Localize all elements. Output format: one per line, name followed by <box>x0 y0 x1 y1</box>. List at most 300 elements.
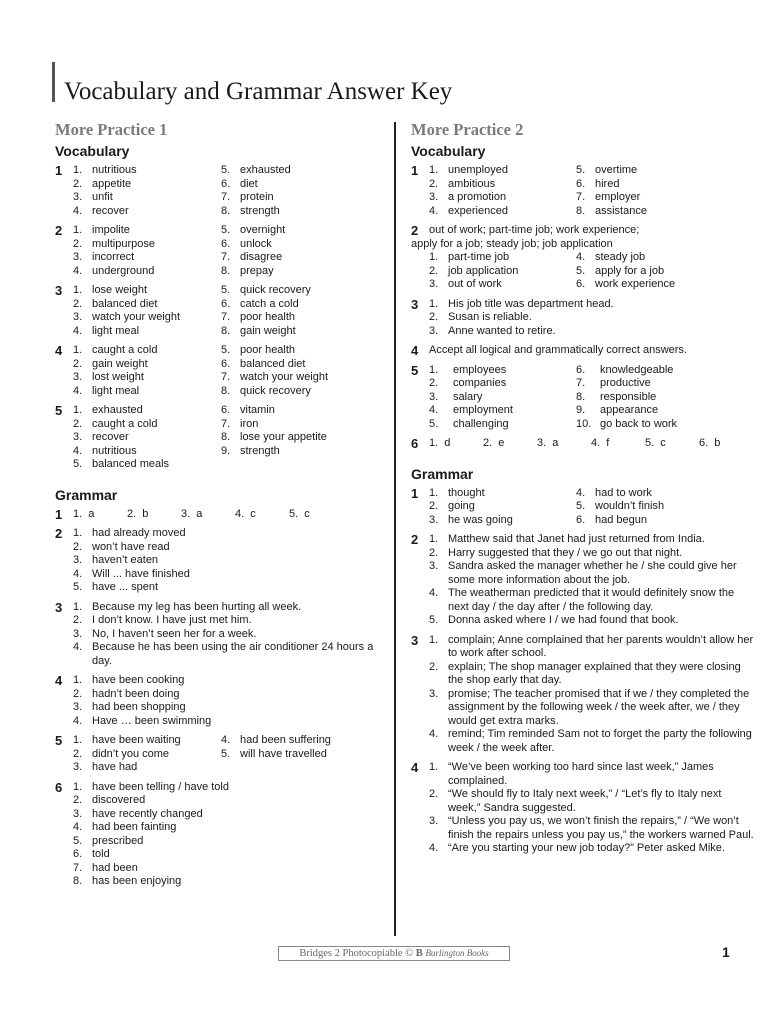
exercise-1 <box>411 487 756 528</box>
inline-answer: 5. c <box>289 507 310 520</box>
answer-item <box>429 728 756 755</box>
item-number: 8. <box>73 875 83 887</box>
item-answer: hired <box>595 177 620 190</box>
answer-item <box>73 404 221 418</box>
item-answer: told <box>92 848 110 860</box>
answer-item <box>221 298 385 312</box>
exercise-body <box>73 344 385 398</box>
item-number: 5. <box>429 614 439 626</box>
exercise-number: 1 <box>55 506 63 522</box>
exercise-intro: apply for a job; steady job; job application <box>411 237 613 250</box>
item-answer: prescribed <box>92 834 144 847</box>
item-number: 3. <box>73 554 83 566</box>
item-answer: knowledgeable <box>600 363 674 376</box>
item-number: 3. <box>429 513 439 526</box>
item-answer: light meal <box>92 384 140 397</box>
item-number: 6. <box>221 297 231 310</box>
item-answer: Donna asked where I / we had found that book. <box>448 614 679 626</box>
item-number: 6. <box>221 177 231 190</box>
answer-list <box>73 781 385 889</box>
item-answer: No, I haven’t seen her for a week. <box>92 627 257 640</box>
item-answer: has been enjoying <box>92 875 182 887</box>
item-answer: “We should fly to Italy next week,” / “Let’s fly to Italy next week,” Sandra suggested. <box>448 788 722 814</box>
exercise-number: 4 <box>55 343 63 358</box>
exercise-intro: out of work; part-time job; work experience; <box>429 224 640 236</box>
answer-item <box>576 178 756 192</box>
item-number: 8. <box>221 324 231 337</box>
item-answer: exhausted <box>92 404 143 416</box>
exercise-body <box>429 364 756 432</box>
item-number: 8. <box>221 384 231 397</box>
answer-item <box>576 265 756 279</box>
answer-item <box>221 445 385 459</box>
item-number: 4. <box>73 641 83 653</box>
item-number: 3. <box>73 761 83 773</box>
item-number: 7. <box>221 191 231 203</box>
answer-item <box>576 364 756 378</box>
item-answer: had been <box>92 861 138 874</box>
answer-item <box>73 808 385 822</box>
right-column <box>411 120 756 862</box>
exercise-number: 6 <box>55 779 63 795</box>
item-answer: explain; The shop manager explained that they were closing the shop early that day. <box>448 660 741 686</box>
answer-item <box>576 500 756 514</box>
item-number: 7. <box>576 191 586 203</box>
item-answer: assistance <box>595 204 647 217</box>
item-number: 6. <box>576 363 586 376</box>
item-answer: caught a cold <box>92 417 158 430</box>
item-number: 3. <box>429 191 439 203</box>
item-number: 5. <box>221 224 231 236</box>
item-number: 7. <box>221 311 231 323</box>
answer-list <box>73 224 385 278</box>
item-number: 5. <box>73 581 83 593</box>
item-number: 3. <box>429 687 439 700</box>
exercise-number: 2 <box>55 526 63 541</box>
exercise-number: 3 <box>55 283 63 298</box>
answer-item <box>73 862 385 876</box>
exercise-6 <box>55 781 385 889</box>
answer-item <box>73 715 385 729</box>
item-answer: prepay <box>240 264 274 277</box>
answer-item <box>73 251 221 265</box>
item-answer: exhausted <box>240 164 291 176</box>
item-answer: part-time job <box>448 251 510 263</box>
item-number: 4. <box>429 842 439 854</box>
item-answer: multipurpose <box>92 237 155 250</box>
item-answer: out of work <box>448 278 502 290</box>
item-answer: responsible <box>600 390 657 403</box>
item-answer: unfit <box>92 191 113 203</box>
item-number: 4. <box>73 444 83 457</box>
item-answer: strength <box>240 444 280 457</box>
item-number: 3. <box>429 324 439 337</box>
answer-item <box>576 418 756 432</box>
item-answer: watch your weight <box>240 371 329 383</box>
exercise-number: 4 <box>411 760 419 775</box>
answer-list <box>429 533 756 628</box>
answer-item <box>576 164 756 178</box>
item-number <box>221 761 240 775</box>
exercise-number: 3 <box>411 632 419 648</box>
item-number: 6. <box>576 177 586 190</box>
answer-item <box>576 404 756 418</box>
item-number: 7. <box>221 251 231 263</box>
item-answer: appetite <box>92 177 132 190</box>
item-number: 3. <box>429 390 439 403</box>
exercise-number: 3 <box>411 296 419 312</box>
item-answer: salary <box>453 390 483 403</box>
vocabulary-heading: Vocabulary <box>411 143 486 159</box>
item-number: 1. <box>73 284 83 296</box>
exercise-3 <box>411 634 756 756</box>
item-answer: unlock <box>240 237 272 250</box>
grammar-heading: Grammar <box>55 486 118 503</box>
exercise-number: 1 <box>411 163 419 178</box>
answer-item <box>221 178 385 192</box>
item-number: 2. <box>73 177 83 190</box>
item-number: 7. <box>221 371 231 383</box>
item-number: 2. <box>429 660 439 673</box>
item-number: 4. <box>73 324 83 337</box>
answer-item <box>429 514 576 528</box>
item-answer: vitamin <box>240 404 275 416</box>
item-answer <box>240 458 385 472</box>
answer-row <box>429 437 756 451</box>
answer-item <box>73 164 221 178</box>
item-answer: Susan is reliable. <box>448 311 532 323</box>
item-number: 9. <box>221 444 231 457</box>
item-answer: Harry suggested that they / we go out that night. <box>448 546 683 559</box>
answer-item <box>221 344 385 358</box>
page-number: 1 <box>722 944 730 960</box>
exercise-body <box>73 404 385 472</box>
item-number: 6. <box>576 278 586 290</box>
answer-item <box>429 191 576 205</box>
answer-item <box>429 164 576 178</box>
answer-list <box>429 634 756 756</box>
item-answer: have recently changed <box>92 807 203 820</box>
footer-copyright <box>278 946 510 961</box>
item-answer: remind; Tim reminded Sam not to forget the party the following week / the week after. <box>448 728 752 754</box>
item-number: 5. <box>576 500 586 512</box>
answer-item <box>221 734 385 748</box>
answer-item <box>429 587 756 614</box>
item-answer: have ... spent <box>92 581 159 593</box>
inline-answer: 6. b <box>699 437 721 449</box>
item-answer: promise; The teacher promised that if we / they completed the assignment by the following week / the week after, we / they would get extra marks. <box>448 687 750 727</box>
item-answer: Will ... have finished <box>92 567 190 580</box>
item-number: 5. <box>221 344 231 356</box>
item-number: 4. <box>429 587 439 599</box>
exercise-body <box>73 781 385 889</box>
answer-item <box>429 815 756 842</box>
answer-item <box>429 560 756 587</box>
exercise-3 <box>411 298 756 339</box>
item-number: 4. <box>73 567 83 580</box>
answer-item <box>73 224 221 238</box>
answer-item <box>73 734 221 748</box>
item-answer: will have travelled <box>240 747 327 760</box>
answer-item <box>221 251 385 265</box>
item-number: 6. <box>221 404 231 416</box>
item-number: 5. <box>73 834 83 847</box>
item-number: 4. <box>429 204 439 217</box>
answer-list <box>73 527 385 595</box>
exercise-2 <box>55 224 385 278</box>
answer-item <box>429 761 756 788</box>
item-number: 3. <box>73 371 83 383</box>
item-number: 1. <box>73 600 83 613</box>
item-answer: The weatherman predicted that it would definitely snow the next day / the day after / the following day. <box>448 587 735 613</box>
item-answer: gain weight <box>240 324 296 337</box>
item-answer: wouldn’t finish <box>595 500 665 512</box>
answer-list <box>429 364 756 432</box>
exercise-body <box>429 761 756 856</box>
answer-item <box>576 377 756 391</box>
answer-item <box>73 344 221 358</box>
answer-item <box>429 325 756 339</box>
item-answer: lose your appetite <box>240 431 327 443</box>
item-number: 4. <box>221 734 231 746</box>
answer-item <box>429 205 576 219</box>
item-answer: overnight <box>240 224 286 236</box>
exercise-body <box>73 601 385 669</box>
item-answer: discovered <box>92 794 146 806</box>
answer-item <box>429 487 576 501</box>
publisher-logo: B <box>415 948 423 959</box>
item-answer: recover <box>92 431 129 443</box>
item-number: 2. <box>73 747 83 760</box>
exercise-body <box>429 344 756 358</box>
answer-item <box>73 311 221 325</box>
exercise-number: 5 <box>55 733 63 748</box>
footer-copy: Photocopiable © <box>339 948 416 959</box>
item-number: 2. <box>73 297 83 310</box>
item-answer: incorrect <box>92 251 135 263</box>
item-number: 5. <box>73 458 83 470</box>
item-number: 4. <box>73 821 83 833</box>
item-number: 1. <box>429 486 439 499</box>
item-answer: he was going <box>448 513 513 526</box>
item-number: 6. <box>221 357 231 370</box>
answer-item <box>73 761 221 775</box>
item-answer: job application <box>448 264 519 277</box>
item-answer: balanced meals <box>92 458 170 470</box>
answer-item <box>429 842 756 856</box>
left-grammar-exercises <box>55 508 385 889</box>
item-answer: had been shopping <box>92 701 186 713</box>
answer-item <box>73 568 385 582</box>
exercise-number: 1 <box>55 163 63 178</box>
item-answer: won’t have read <box>92 540 170 553</box>
item-number: 4. <box>576 251 586 263</box>
answer-item <box>576 514 756 528</box>
answer-item <box>73 371 221 385</box>
item-answer: watch your weight <box>92 311 181 323</box>
exercise-1 <box>55 508 385 522</box>
answer-item <box>221 358 385 372</box>
item-answer: balanced diet <box>240 357 306 370</box>
item-answer: haven’t eaten <box>92 554 159 566</box>
exercise-5 <box>411 364 756 432</box>
exercise-4 <box>55 674 385 728</box>
item-number: 5. <box>576 264 586 277</box>
answer-row <box>73 508 385 522</box>
item-number: 4. <box>73 264 83 277</box>
item-number: 8. <box>576 204 586 217</box>
exercise-body <box>73 224 385 278</box>
inline-answer: 3. a <box>537 437 559 449</box>
item-answer: gain weight <box>92 357 148 370</box>
item-answer: His job title was department head. <box>448 297 614 310</box>
item-number: 1. <box>73 734 83 746</box>
item-number: 10. <box>576 417 592 430</box>
item-answer: Sandra asked the manager whether he / she could give her some more information about the job. <box>448 560 737 586</box>
item-number: 1. <box>429 297 439 310</box>
exercise-number: 5 <box>411 362 419 378</box>
answer-item <box>73 614 385 628</box>
item-number: 2. <box>73 687 83 700</box>
answer-item <box>429 661 756 688</box>
item-number <box>221 458 240 472</box>
grammar-heading: Grammar <box>411 465 474 482</box>
item-number: 1. <box>73 224 83 236</box>
answer-item <box>429 788 756 815</box>
answer-item <box>429 251 576 265</box>
item-answer: have been telling / have told <box>92 780 229 793</box>
answer-item <box>73 641 385 668</box>
exercise-2 <box>411 533 756 628</box>
item-number: 9. <box>576 404 586 416</box>
item-answer: a promotion <box>448 191 507 203</box>
item-answer: Because he has been using the air conditioner 24 hours a day. <box>92 641 374 667</box>
answer-item <box>73 238 221 252</box>
item-answer: impolite <box>92 224 130 236</box>
exercise-body <box>429 437 756 451</box>
item-answer: have had <box>92 761 138 773</box>
answer-item <box>221 325 385 339</box>
item-answer: going <box>448 500 475 512</box>
item-answer: catch a cold <box>240 297 299 310</box>
item-number: 3. <box>73 311 83 323</box>
item-number: 2. <box>73 540 83 553</box>
inline-answer: 2. b <box>127 507 149 520</box>
item-answer: overtime <box>595 164 638 176</box>
answer-item <box>429 391 576 405</box>
exercise-number: 2 <box>411 223 419 238</box>
item-number: 4. <box>73 384 83 397</box>
item-answer: light meal <box>92 324 140 337</box>
answer-list <box>73 164 385 218</box>
exercise-number: 4 <box>55 673 63 688</box>
answer-list <box>73 734 385 775</box>
item-answer: disagree <box>240 251 283 263</box>
exercise-4 <box>55 344 385 398</box>
item-number: 3. <box>73 627 83 640</box>
vocabulary-heading: Vocabulary <box>55 143 130 159</box>
answer-item <box>429 404 576 418</box>
answer-item <box>73 848 385 862</box>
item-answer: appearance <box>600 404 659 416</box>
answer-item <box>73 431 221 445</box>
right-grammar-exercises <box>411 487 756 856</box>
answer-item <box>73 385 221 399</box>
answer-item <box>221 458 385 472</box>
item-answer: nutritious <box>92 444 137 457</box>
item-number: 3. <box>429 560 439 572</box>
item-answer: productive <box>600 377 651 389</box>
exercise-3 <box>55 284 385 338</box>
item-number: 3. <box>73 251 83 263</box>
answer-item <box>429 547 756 561</box>
exercise-body <box>429 533 756 628</box>
item-number: 5. <box>429 417 439 430</box>
item-number: 2. <box>429 788 439 800</box>
answer-item <box>429 178 576 192</box>
answer-item <box>429 377 576 391</box>
item-answer: didn’t you come <box>92 747 170 760</box>
item-number: 1. <box>429 761 439 773</box>
answer-item <box>73 284 221 298</box>
item-number: 2. <box>73 614 83 626</box>
inline-answer: 1. d <box>429 437 451 449</box>
answer-item <box>73 541 385 555</box>
exercise-number: 1 <box>411 485 419 501</box>
item-answer: have been waiting <box>92 734 181 746</box>
item-answer: protein <box>240 191 274 203</box>
item-number: 1. <box>73 780 83 793</box>
item-answer: poor health <box>240 311 296 323</box>
answer-item <box>221 224 385 238</box>
exercise-4 <box>411 344 756 358</box>
item-answer: steady job <box>595 251 646 263</box>
item-number: 4. <box>576 486 586 499</box>
exercise-number: 2 <box>55 223 63 238</box>
exercise-6 <box>411 437 756 451</box>
answer-item <box>429 418 576 432</box>
inline-answer: 4. f <box>591 437 610 449</box>
exercise-body <box>73 164 385 218</box>
inline-answer: 3. a <box>181 507 203 520</box>
exercise-body <box>73 674 385 728</box>
item-number: 5. <box>576 164 586 176</box>
item-answer: iron <box>240 417 259 430</box>
answer-item <box>221 191 385 205</box>
item-number: 3. <box>73 191 83 203</box>
item-number: 1. <box>73 164 83 176</box>
title-accent-bar <box>52 62 55 102</box>
exercise-number: 4 <box>411 343 419 358</box>
item-number: 1. <box>429 633 439 646</box>
item-number: 1. <box>429 533 439 545</box>
answer-item <box>429 298 756 312</box>
item-answer: employees <box>453 363 507 376</box>
item-answer: Anne wanted to retire. <box>448 324 556 337</box>
answer-item <box>73 794 385 808</box>
answer-item <box>73 821 385 835</box>
answer-item <box>429 634 756 661</box>
answer-item <box>73 554 385 568</box>
item-number: 6. <box>73 848 83 860</box>
item-number: 1. <box>429 363 439 376</box>
item-answer: complain; Anne complained that her parents wouldn’t allow her to work after school. <box>448 633 754 659</box>
item-answer: poor health <box>240 344 296 356</box>
answer-item <box>73 445 221 459</box>
footer-publisher: Burlington Books <box>425 948 489 958</box>
item-number: 1. <box>73 674 83 686</box>
answer-item <box>73 748 221 762</box>
